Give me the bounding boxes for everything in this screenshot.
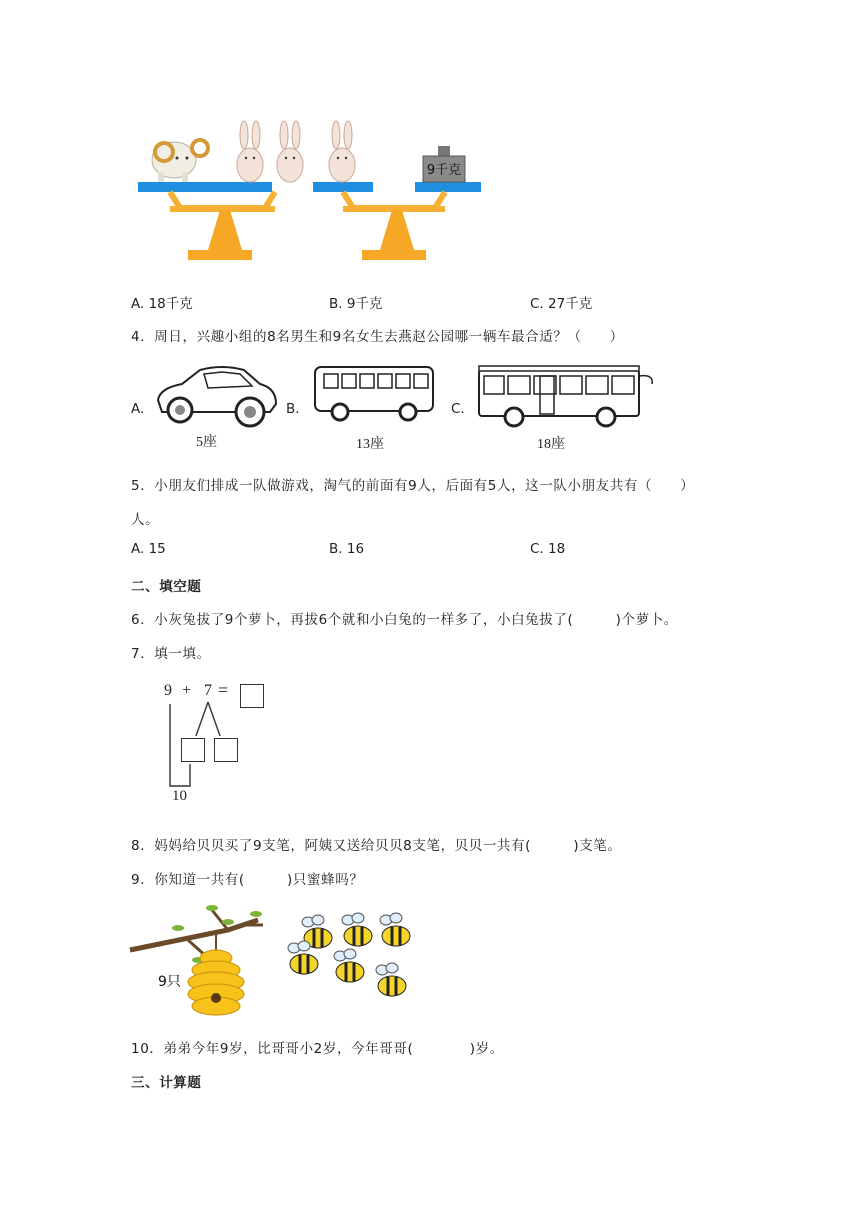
q6-question: 6．小灰兔拔了9个萝卜，再拔6个就和小白兔的一样多了，小白兔拔了( )个萝卜。 <box>131 612 678 628</box>
right-scale <box>313 182 481 260</box>
addend-b: 7 <box>204 682 212 699</box>
q4-option-b-letter[interactable]: B. <box>286 401 300 417</box>
q7-decomposition-figure <box>160 678 270 808</box>
q5-option-a[interactable] <box>131 541 166 557</box>
q9-question: 9．你知道一共有( )只蜜蜂吗？ <box>131 872 364 888</box>
q3-option-c[interactable] <box>530 292 592 312</box>
q5-option-c[interactable] <box>530 541 565 557</box>
bus-icon[interactable] <box>474 362 658 430</box>
split-box-1[interactable] <box>181 738 205 762</box>
q4-option-c-letter[interactable]: C. <box>451 401 465 417</box>
q3-option-a[interactable] <box>131 292 193 312</box>
plus-sign: + <box>182 682 192 699</box>
q4-question: 4．周日，兴趣小组的8名男生和9名女生去燕赵公园哪一辆车最合适？（ ） <box>131 329 624 345</box>
q10-question: 10．弟弟今年9岁，比哥哥小2岁，今年哥哥( )岁。 <box>131 1041 504 1057</box>
q5-option-b[interactable] <box>329 541 364 557</box>
bee-icon <box>380 913 410 946</box>
option-letter: B. <box>329 541 343 557</box>
minibus-seats-label: 13座 <box>356 437 384 452</box>
equals-sign: = <box>218 680 229 700</box>
weight-icon <box>423 146 465 182</box>
ten-label: 10 <box>172 788 187 804</box>
rabbit-icon <box>329 121 355 182</box>
section-title: 三、计算题 <box>131 1075 202 1091</box>
goat-icon <box>152 140 208 182</box>
q3-option-b[interactable] <box>329 292 382 312</box>
left-scale <box>138 182 275 260</box>
option-letter: A. <box>131 541 145 557</box>
rabbit-icon <box>237 121 263 182</box>
option-text: 18千克 <box>148 296 193 312</box>
bee-icon <box>334 949 364 982</box>
car-icon[interactable] <box>152 360 282 428</box>
beehive-figure <box>128 900 418 1020</box>
option-letter: C. <box>530 541 544 557</box>
car-seats-label: 5座 <box>196 435 217 450</box>
option-text: 27千克 <box>548 296 593 312</box>
addend-a: 9 <box>164 682 172 699</box>
q5-question-line1: 5．小朋友们排成一队做游戏，淘气的前面有9人，后面有5人，这一队小朋友共有（ ） <box>131 478 695 494</box>
option-letter: C. <box>530 296 544 312</box>
option-text: 9千克 <box>346 296 383 312</box>
option-text: 15 <box>148 541 166 557</box>
weight-label: 9千克 <box>426 163 462 178</box>
option-text: 18 <box>548 541 566 557</box>
bus-seats-label: 18座 <box>537 437 565 452</box>
q8-question: 8．妈妈给贝贝买了9支笔，阿姨又送给贝贝8支笔，贝贝一共有( )支笔。 <box>131 838 622 854</box>
rabbit-icon <box>277 121 303 182</box>
bee-icon <box>376 963 406 996</box>
section-title: 二、填空题 <box>131 579 202 595</box>
bee-icon <box>342 913 372 946</box>
q7-question: 7．填一填。 <box>131 646 211 662</box>
option-letter: B. <box>329 296 343 312</box>
q5-question-line2: 人。 <box>131 512 160 528</box>
option-letter: A. <box>131 296 145 312</box>
split-box-2[interactable] <box>214 738 238 762</box>
q4-option-a-letter[interactable]: A. <box>131 401 145 417</box>
minibus-icon[interactable] <box>312 364 436 428</box>
balance-scale-figure <box>130 110 490 270</box>
option-text: 16 <box>346 541 365 557</box>
hive-count-label: 9只 <box>158 974 181 990</box>
